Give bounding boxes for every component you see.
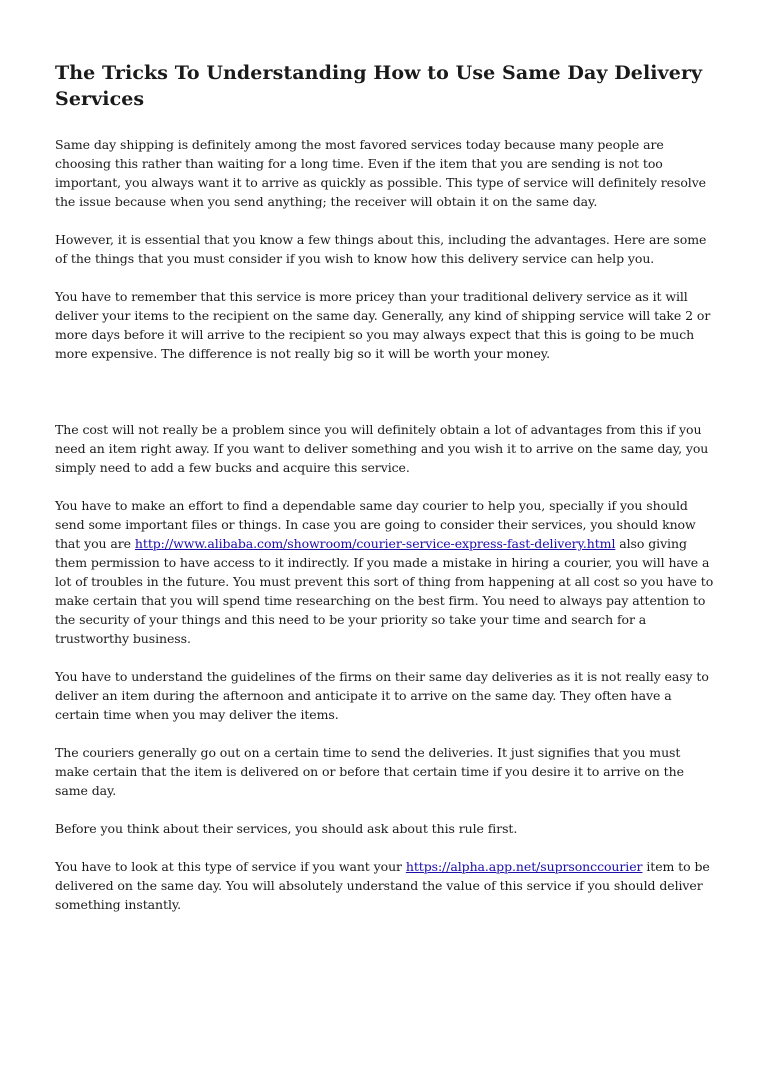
alibaba-courier-link[interactable]: http://www.alibaba.com/showroom/courier-service-express-fast-delivery.html (134, 536, 616, 551)
suprsonccourier-link[interactable]: https://alpha.app.net/suprsonccourier (405, 859, 643, 874)
paragraph-final (55, 857, 715, 914)
paragraph-final-text-before: You have to look at this type of service if you want your (55, 859, 406, 874)
paragraph-cost: The cost will not really be a problem since you will definitely obtain a lot of advantages from this if you need an item right away. If you want to deliver something and you wish it to arrive on the same day, you simply need to add a few bucks and acquire this service. (55, 422, 709, 475)
paragraph-courier (55, 496, 715, 648)
paragraph-rule: Before you think about their services, you should ask about this rule first. (55, 821, 518, 836)
document-title: The Tricks To Understanding How to Use Same Day Delivery Services (55, 62, 703, 110)
paragraph-courier-text-before: You have to make an effort to find a dependable same day courier to help you, specially if you should send some important files or things. In case you are going to consider their services, you should know that you are (55, 498, 696, 551)
paragraph-pricing: You have to remember that this service is more pricey than your traditional delivery service as it will deliver your items to the recipient on the same day. Generally, any kind of shipping service will take 2 or more days before it will arrive to the recipient so you may always expect that this is going to be much more expensive. The difference is not really big so it will be worth your money. (55, 289, 711, 361)
paragraph-intro: Same day shipping is definitely among the most favored services today because many people are choosing this rather than waiting for a long time. Even if the item that you are sending is not too important, you always want it to arrive as quickly as possible. This type of service will definitely resolve the issue because when you send anything; the receiver will obtain it on the same day. (55, 137, 706, 209)
paragraph-courier-text-after: also giving them permission to have access to it indirectly. If you made a mistake in hiring a courier, you will have a lot of troubles in the future. You must prevent this sort of thing from happening at all cost so you have to make certain that you will spend time researching on the best firm. You need to always pay attention to the security of your things and this need to be your priority so take your time and search for a trustworthy business. (55, 536, 714, 646)
paragraph-guidelines: You have to understand the guidelines of the firms on their same day deliveries as it is not really easy to deliver an item during the afternoon and anticipate it to arrive on the same day. They often have a certain time when you may deliver the items. (55, 669, 709, 722)
document-page (55, 60, 715, 933)
paragraph-timing: The couriers generally go out on a certain time to send the deliveries. It just signifies that you must make certain that the item is delivered on or before that certain time if you desire it to arrive on the same day. (55, 745, 684, 798)
document-body (55, 135, 715, 914)
paragraph-advantages: However, it is essential that you know a few things about this, including the advantages. Here are some of the things that you must consider if you wish to know how this delivery service can help you. (55, 232, 707, 266)
paragraph-final-text-after: item to be delivered on the same day. You will absolutely understand the value of this service if you should deliver something instantly. (55, 859, 710, 912)
